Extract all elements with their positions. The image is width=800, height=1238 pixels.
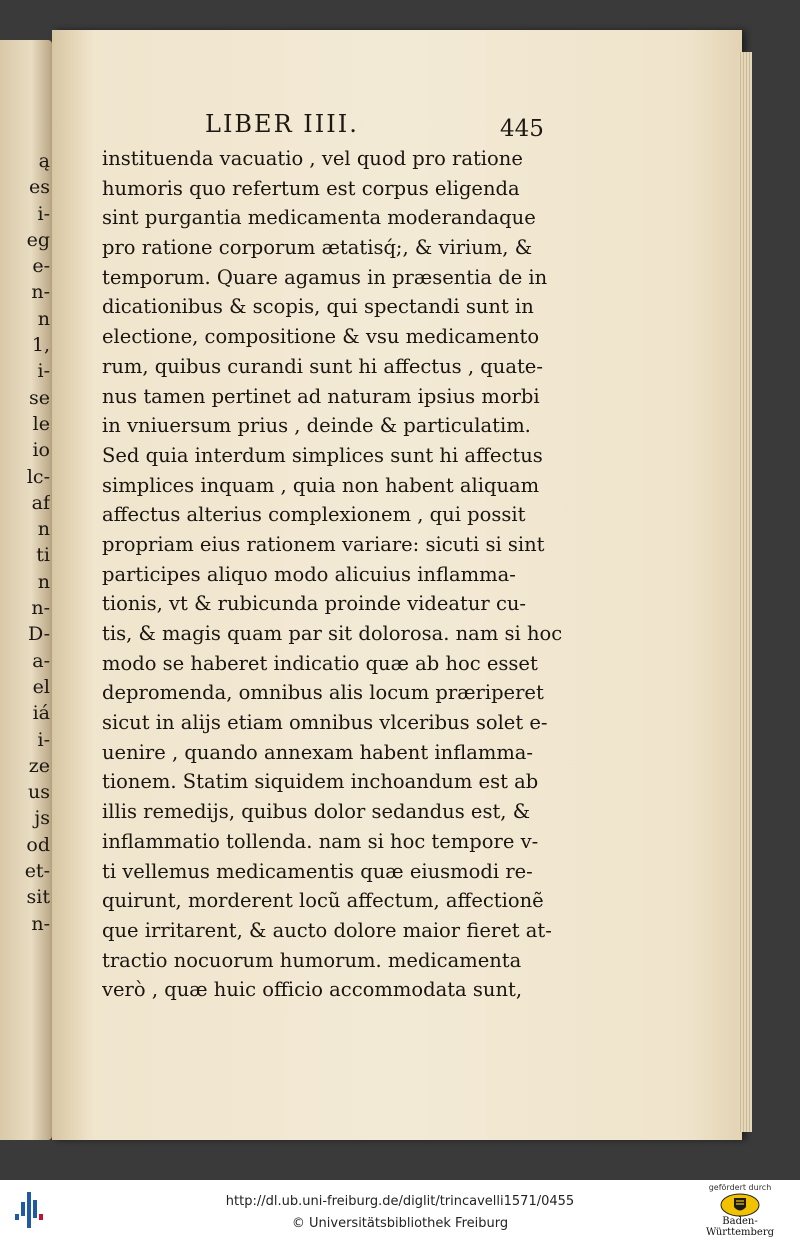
page-stack-edge [738, 52, 752, 1132]
page-number: 445 [500, 116, 544, 142]
running-header-title: LIBER IIII. [205, 110, 359, 138]
text-line: dicationibus & scopis, qui spectandi sunt in [102, 295, 534, 319]
text-line: nus tamen pertinet ad naturam ipsius morbi [102, 384, 540, 408]
text-line: inflammatio tollenda. nam si hoc tempore v- [102, 829, 539, 853]
text-line: que irritarent, & aucto dolore maior fieret at- [102, 918, 552, 942]
baden-wuerttemberg-emblem-icon [720, 1193, 760, 1217]
text-line: tionis, vt & rubicunda proinde videatur cu- [102, 592, 527, 616]
text-line: verò , quæ huic officio accommodata sunt, [102, 978, 523, 1002]
text-line: instituenda vacuatio , vel quod pro ratione [102, 147, 523, 170]
text-line: tis, & magis quam par sit dolorosa. nam si hoc [102, 622, 562, 645]
text-line: temporum. Quare agamus in præsentia de in [102, 265, 548, 289]
copyright-notice: © Universitätsbibliothek Freiburg [291, 1216, 509, 1231]
text-line: affectus alterius complexionem , qui possit [102, 503, 526, 527]
body-text [102, 144, 562, 1005]
sponsor-name: Baden-Württemberg [705, 1216, 775, 1238]
text-line: tionem. Statim siquidem inchoandum est ab [102, 770, 539, 794]
left-page-margin-text: ą es i- eg e- n- n 1, i- se le io lc- af n ti n n- D- a- el iá i- ze us js od et- sit n- [24, 150, 50, 935]
permalink-url[interactable]: http://dl.ub.uni-freiburg.de/diglit/trincavelli1571/0455 [225, 1194, 575, 1209]
left-page-edge [0, 40, 52, 1140]
text-line: depromenda, omnibus alis locum præriperet [102, 681, 544, 705]
text-line: participes aliquo modo alicuius inflamma- [102, 562, 516, 586]
text-line: electione, compositione & vsu medicamento [102, 325, 540, 349]
sponsor-block[interactable] [690, 1183, 790, 1237]
text-line: in vniuersum prius , deinde & particulatim. [102, 414, 531, 438]
text-line: propriam eius rationem variare: sicuti si sint [102, 532, 545, 556]
text-line: tractio nocuorum humorum. medicamenta [102, 948, 522, 972]
sponsor-caption: gefördert durch [708, 1183, 772, 1192]
text-line: sicut in alijs etiam omnibus vlceribus solet e- [102, 711, 548, 735]
text-line: quirunt, morderent locũ affectum, affectionẽ [102, 889, 544, 913]
text-line: Sed quia interdum simplices sunt hi affectus [102, 443, 543, 467]
text-line: ti vellemus medicamentis quæ eiusmodi re- [102, 859, 533, 883]
text-line: illis remedijs, quibus dolor sedandus est, & [102, 800, 531, 824]
text-line: pro ratione corporum ætatisq́;, & virium, & [102, 236, 533, 260]
text-line: humoris quo refertum est corpus eligenda [102, 176, 520, 200]
footer-bar [0, 1180, 800, 1238]
text-line: rum, quibus curandi sunt hi affectus , quate- [102, 354, 543, 378]
text-line: simplices inquam , quia non habent aliquam [102, 473, 540, 497]
text-line: sint purgantia medicamenta moderandaque [102, 206, 536, 230]
text-line: modo se haberet indicatio quæ ab hoc esset [102, 651, 538, 675]
text-line: uenire , quando annexam habent inflamma- [102, 740, 534, 764]
